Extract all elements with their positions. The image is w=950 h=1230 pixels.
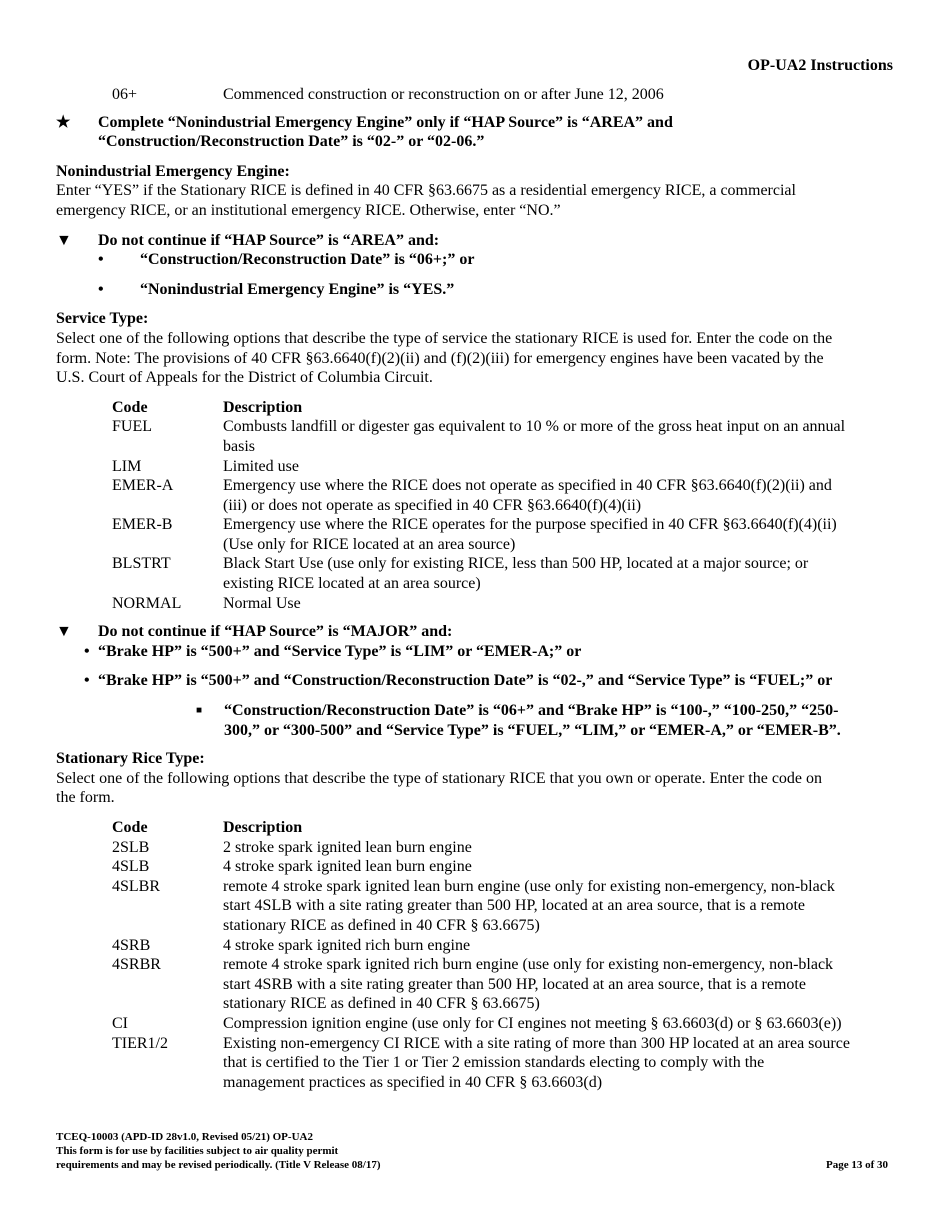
table-row: 4SLB 4 stroke spark ignited lean burn engine — [112, 858, 472, 876]
footer-note: requirements and may be revised periodically. (Title V Release 08/17) — [56, 1159, 381, 1171]
stop-bullet: • “Brake HP” is “500+” and “Construction/Reconstruction Date” is “02-,” and “Service Type” is “FUEL;” or — [84, 672, 833, 690]
table-header: Code Description — [112, 398, 303, 416]
stop-text: Do not continue if “HAP Source” is “MAJOR” and: — [98, 623, 453, 641]
table-row: 2SLB 2 stroke spark ignited lean burn engine — [112, 838, 472, 856]
table-row: CI Compression ignition engine (use only for CI engines not meeting § 63.6603(d) or § 63.6603(e)) — [112, 1014, 842, 1032]
down-triangle-icon: ▼ — [56, 231, 72, 249]
service-type-table — [56, 398, 896, 614]
note-complete-nonindustrial — [56, 113, 896, 152]
table-row: 4SRB 4 stroke spark ignited rich burn engine — [112, 936, 471, 954]
page-header-title: OP-UA2 Instructions — [747, 57, 893, 74]
table-row: LIM Limited use — [112, 457, 299, 475]
note-line: “Construction/Reconstruction Date” is “02-” or “02-06.” — [98, 133, 485, 151]
table-row: FUEL Combusts landfill or digester gas equivalent to 10 % or more of the gross heat input on an annual basis — [112, 418, 846, 455]
bullet-icon: • — [98, 251, 104, 269]
table-row: EMER-A Emergency use where the RICE does not operate as specified in 40 CFR §63.6640(f)(2)(ii) and (iii) or does not operate as specified in 40 CFR §63.6640(f)(4)(ii) — [112, 477, 832, 514]
paragraph-line: Enter “YES” if the Stationary RICE is defined in 40 CFR §63.6675 as a residential emergency RICE, a commercial — [56, 182, 796, 200]
stop-text: Do not continue if “HAP Source” is “AREA” and: — [98, 231, 440, 249]
down-triangle-icon: ▼ — [56, 623, 72, 641]
date-desc: Commenced construction or reconstruction on or after June 12, 2006 — [223, 86, 664, 103]
nonindustrial-section — [56, 162, 896, 221]
footer-note: This form is for use by facilities subject to air quality permit — [56, 1145, 339, 1157]
section-title: Stationary Rice Type: — [56, 750, 205, 768]
page-footer — [56, 1130, 888, 1172]
stop-bullet: ■ “Construction/Reconstruction Date” is “06+” and “Brake HP” is “100-,” “100-250,” “250- 300,” or “300-500” and “Service Type” is “FUEL,” “LIM,” or “EMER-A,” or “EMER-B”. — [196, 702, 841, 739]
paragraph-line: Select one of the following options that describe the type of service the stationary RICE is used for. Enter the code on the — [56, 329, 833, 347]
table-row: 4SLBR remote 4 stroke spark ignited lean burn engine (use only for existing non-emergency, non-black start 4SLB with a site rating greater than 500 HP, located at an area source, that is a remote stationary RICE as defined in 40 CFR § 63.6675) — [112, 877, 835, 934]
paragraph-line: emergency RICE, or an institutional emergency RICE. Otherwise, enter “NO.” — [56, 201, 561, 219]
stop-bullet: • “Nonindustrial Emergency Engine” is “YES.” — [98, 280, 455, 298]
paragraph-line: form. Note: The provisions of 40 CFR §63.6640(f)(2)(ii) and (f)(2)(iii) for emergency engines have been vacated by the — [56, 349, 824, 367]
paragraph-line: Select one of the following options that describe the type of stationary RICE that you own or operate. Enter the code on — [56, 769, 823, 787]
table-row: EMER-B Emergency use where the RICE operates for the purpose specified in 40 CFR §63.6640(f)(4)(ii) (Use only for RICE located at an area source) — [112, 516, 837, 553]
square-bullet-icon: ■ — [196, 705, 203, 717]
star-icon: ★ — [56, 113, 71, 131]
table-row: NORMAL Normal Use — [112, 594, 301, 612]
bullet-icon: • — [98, 280, 104, 298]
table-header: Code Description — [112, 819, 303, 836]
paragraph-line: U.S. Court of Appeals for the District of Columbia Circuit. — [56, 369, 433, 387]
bullet-icon: • — [84, 672, 90, 690]
bullet-icon: • — [84, 642, 90, 660]
stop-condition-major — [56, 622, 896, 740]
date-code: 06+ — [112, 86, 138, 103]
page-content — [56, 85, 896, 1092]
table-row: 4SRBR remote 4 stroke spark ignited rich burn engine (use only for existing non-emergency, non-black start 4SRB with a site rating greater than 500 HP, located at an area source, that is a remote stationary RICE as defined in 40 CFR § 63.6675) — [112, 956, 834, 1013]
section-title: Nonindustrial Emergency Engine: — [56, 162, 290, 180]
footer-form-id: TCEQ-10003 (APD-ID 28v1.0, Revised 05/21) OP-UA2 — [56, 1131, 313, 1143]
stop-bullet: • “Construction/Reconstruction Date” is “06+;” or — [98, 251, 475, 269]
stop-condition-area — [56, 231, 896, 300]
section-title: Service Type: — [56, 310, 149, 328]
service-type-section — [56, 309, 896, 613]
stop-bullet: • “Brake HP” is “500+” and “Service Type” is “LIM” or “EMER-A;” or — [84, 642, 582, 660]
page-number: Page 13 of 30 — [825, 1159, 888, 1171]
table-row: TIER1/2 Existing non-emergency CI RICE with a site rating of more than 300 HP located at an area source that is certified to the Tier 1 or Tier 2 emission standards electing to comply with the management practices as specified in 40 CFR § 63.6603(d) — [112, 1034, 850, 1091]
date-code-row — [56, 85, 896, 105]
note-line: Complete “Nonindustrial Emergency Engine” only if “HAP Source” is “AREA” and — [98, 113, 673, 131]
stationary-rice-section — [56, 749, 896, 1092]
rice-type-table — [56, 818, 896, 1092]
paragraph-line: the form. — [56, 789, 115, 807]
table-row: BLSTRT Black Start Use (use only for existing RICE, less than 500 HP, located at a major source; or existing RICE located at an area source) — [112, 555, 809, 593]
